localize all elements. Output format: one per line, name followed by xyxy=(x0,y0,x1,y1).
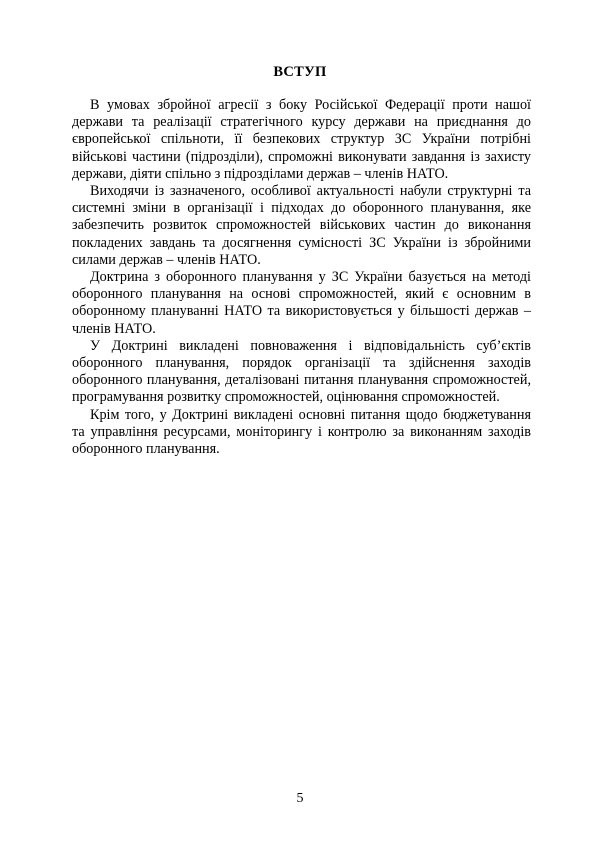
paragraph-1: В умовах збройної агресії з боку Російської Федерації проти нашої держави та реалізації стратегічного курсу держави на приєднання до європейської спільноти, її безпекових структур ЗС України потрібні військові частини (підрозділи), спроможні виконувати завдання із захисту держави, діяти спільно з підрозділами держав – членів НАТО. xyxy=(72,97,531,182)
paragraph-3: Доктрина з оборонного планування у ЗС України базується на методі оборонного планування на основі спроможностей, який є основним в оборонному плануванні НАТО та використовується у більшості держав – членів НАТО. xyxy=(72,269,531,337)
paragraph-5: Крім того, у Доктрині викладені основні питання щодо бюджетування та управління ресурсами, моніторингу і контролю за виконанням заходів оборонного планування. xyxy=(72,406,531,458)
paragraph-2: Виходячи із зазначеного, особливої актуальності набули структурні та системні зміни в організації і підходах до оборонного планування, яке забезпечить розвиток спроможностей військових частин до виконання покладених завдань та досягнення сумісності ЗС України із збройними силами держав – членів НАТО. xyxy=(72,183,531,268)
paragraph-4: У Доктрині викладені повноваження і відповідальність суб’єктів оборонного планування, порядок організації та здійснення заходів оборонного планування, деталізовані питання планування спроможностей, програмування розвитку спроможностей, оцінювання спроможностей. xyxy=(72,337,531,406)
page-number: 5 xyxy=(296,791,304,806)
section-heading: ВСТУП xyxy=(273,64,327,80)
body-text xyxy=(72,97,531,458)
